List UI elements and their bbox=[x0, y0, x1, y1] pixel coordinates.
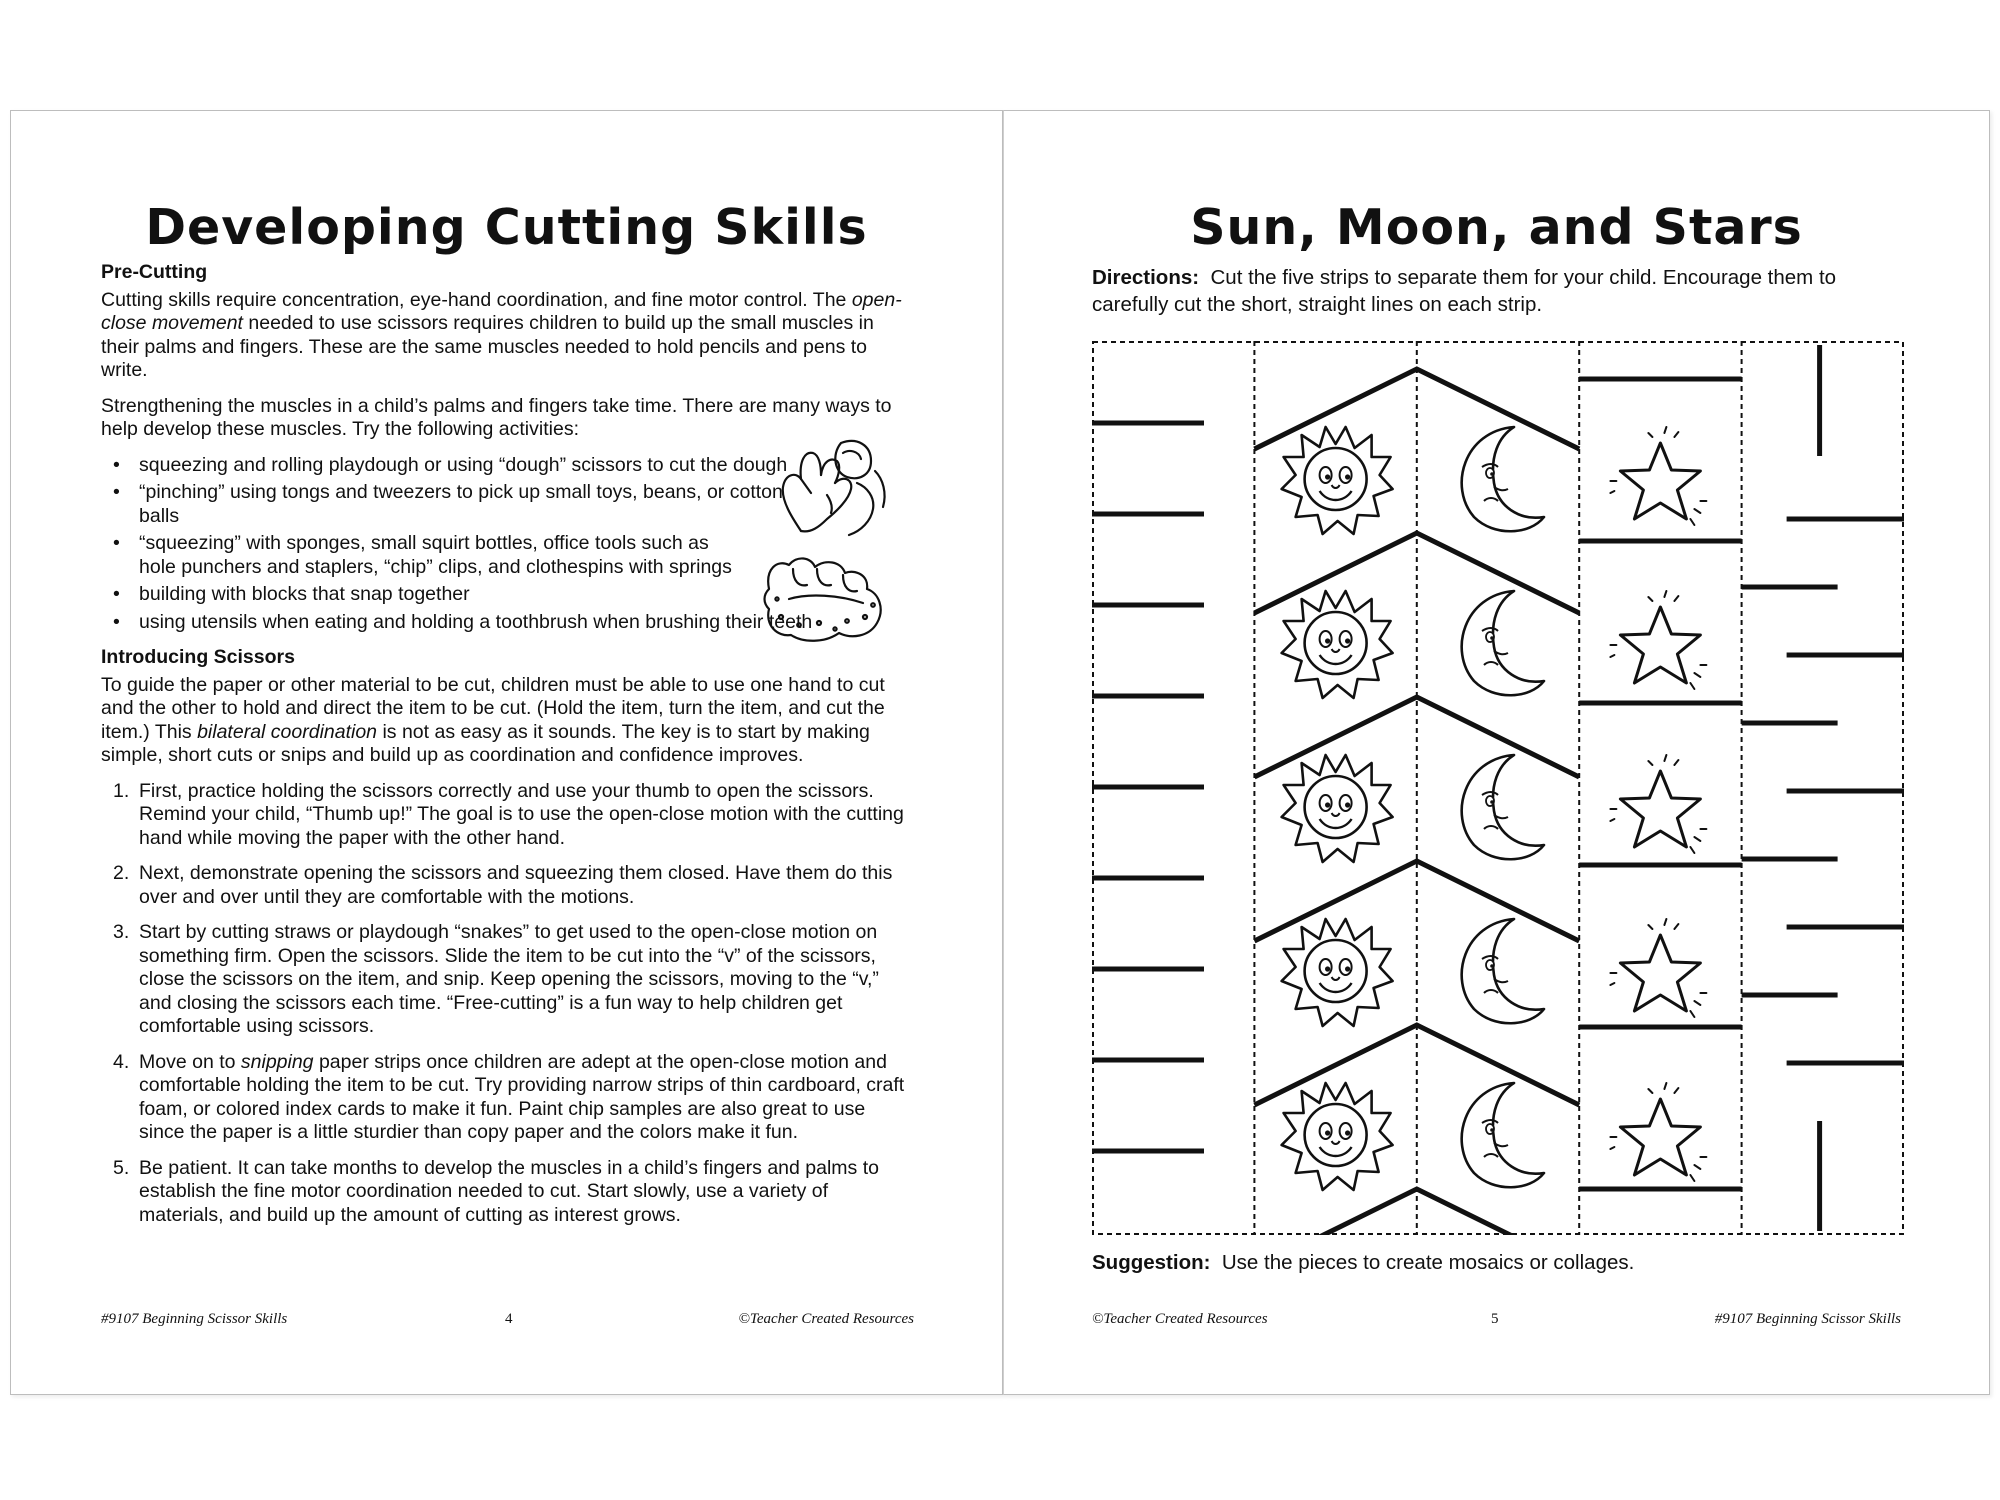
step-text: Next, demonstrate opening the scissors and squeezing them closed. Have them do this over and over until they are comfortable with the motions. bbox=[139, 862, 893, 908]
footer-page-number: 4 bbox=[505, 1311, 513, 1327]
list-item: • squeezing and rolling playdough or using “dough” scissors to cut the dough bbox=[139, 454, 789, 478]
step-number: 4. bbox=[113, 1050, 130, 1073]
paragraph-3-text-b: is not as easy as it sounds. The key is to start by making simple, short cuts or snips and build up as coordination and confidence improves. bbox=[101, 720, 870, 766]
steps-list bbox=[101, 780, 916, 1228]
list-item bbox=[113, 921, 916, 1039]
chevron-cut-line bbox=[1254, 1189, 1579, 1235]
paragraph-1-emphasis: open-close movement bbox=[101, 288, 902, 334]
hands-kneading-dough-icon bbox=[771, 431, 891, 541]
page-title: Developing Cutting Skills bbox=[145, 199, 868, 256]
moon-icon bbox=[1462, 919, 1544, 1023]
precutting-heading: Pre-Cutting bbox=[101, 261, 208, 283]
moon-icon bbox=[1462, 1083, 1544, 1187]
step-emphasis: snipping bbox=[240, 1050, 314, 1073]
star-icon bbox=[1610, 755, 1706, 853]
paragraph-1-text-a: Cutting skills require concentration, eye-hand coordination, and fine motor control. The bbox=[101, 288, 852, 311]
introducing-scissors-heading: Introducing Scissors bbox=[101, 646, 295, 668]
suggestion-label: Suggestion: bbox=[1092, 1251, 1211, 1274]
paragraph-1 bbox=[101, 289, 916, 383]
star-icon bbox=[1610, 591, 1706, 689]
paragraph-2: Strengthening the muscles in a child’s palms and fingers take time. There are many ways to help develop these muscles. Try the following activities: bbox=[101, 394, 892, 440]
step-text: Move on to bbox=[139, 1050, 241, 1073]
moon-icon bbox=[1462, 591, 1544, 695]
hand-squeezing-sponge-icon bbox=[759, 539, 899, 649]
left-page bbox=[10, 110, 1003, 1395]
sun-icon bbox=[1282, 427, 1393, 534]
directions-text: Cut the five strips to separate them for your child. Encourage them to carefully cut the short, straight lines on each strip. bbox=[1092, 266, 1837, 316]
list-item: • building with blocks that snap together bbox=[139, 583, 916, 607]
right-page bbox=[1003, 110, 1990, 1395]
list-item bbox=[113, 1050, 916, 1145]
page-title: Sun, Moon, and Stars bbox=[1190, 199, 1803, 256]
sun-icon bbox=[1282, 919, 1393, 1026]
suggestion-text: Use the pieces to create mosaics or collages. bbox=[1221, 1251, 1635, 1274]
sun-icon bbox=[1282, 755, 1393, 862]
step-number: 3. bbox=[113, 921, 130, 943]
star-icon bbox=[1610, 427, 1706, 525]
paragraph-1-text-b: needed to use scissors requires children to build up the small muscles in their palms and fingers. These are the same muscles needed to hold pencils and pens to write. bbox=[101, 312, 874, 381]
directions-label: Directions: bbox=[1092, 266, 1200, 289]
list-item: • “pinching” using tongs and tweezers to pick up small toys, beans, or cotton balls bbox=[139, 481, 789, 528]
footer-book-title: #9107 Beginning Scissor Skills bbox=[1714, 1311, 1901, 1327]
paragraph-3 bbox=[101, 674, 916, 768]
paragraph-3-text-a: To guide the paper or other material to be cut, children must be able to use one hand to cut and the other to hold and direct the item to be cut. (Hold the item, turn the item, and cut the item.) This bbox=[101, 673, 885, 743]
star-icon bbox=[1610, 919, 1706, 1017]
paragraph-3-emphasis: bilateral coordination bbox=[197, 720, 378, 743]
worksheet-layer bbox=[1092, 341, 1904, 1235]
moon-icon bbox=[1462, 755, 1544, 859]
step-text: paper strips once children are adept at the open-close motion and comfortable holding the item to be cut. Try providing narrow strips of thin cardboard, craft foam, or colored index cards to make it fun. Paint chip samples are also great to use since the paper is a little sturdier than copy paper and the colors make it fun. bbox=[139, 1050, 905, 1143]
list-item bbox=[113, 779, 916, 851]
list-item: • using utensils when eating and holding a toothbrush when brushing their teeth bbox=[139, 611, 916, 635]
cutting-worksheet bbox=[1092, 341, 1904, 1235]
footer-publisher: ©Teacher Created Resources bbox=[1092, 1311, 1268, 1327]
directions bbox=[1092, 264, 1912, 318]
star-icon bbox=[1610, 1083, 1706, 1181]
list-item: • “squeezing” with sponges, small squirt bottles, office tools such as hole punchers and staplers, “chip” clips, and clothespins with springs bbox=[139, 532, 739, 579]
step-text: Be patient. It can take months to develop the muscles in a child’s fingers and palms to establish the fine motor coordination needed to cut. Start slowly, use a variety of materials, and build up the amount of cutting as interest grows. bbox=[139, 1156, 879, 1226]
step-text: Start by cutting straws or playdough “snakes” to get used to the open-close motion on something firm. Open the scissors. Slide the item to be cut into the “v” of the scissors, close the scissors on the item, and snip. Keep opening the scissors, moving to the “v,” and closing the scissors each time. “Free-cutting” is a fun way to help children get comfortable using scissors. bbox=[139, 921, 879, 1037]
step-number: 1. bbox=[113, 779, 130, 802]
moon-icon bbox=[1462, 427, 1544, 531]
step-number: 5. bbox=[113, 1156, 130, 1179]
step-number: 2. bbox=[113, 862, 130, 884]
footer-book-title: #9107 Beginning Scissor Skills bbox=[101, 1311, 288, 1327]
suggestion bbox=[1092, 1251, 1634, 1275]
sun-icon bbox=[1282, 591, 1393, 698]
list-item bbox=[113, 1156, 916, 1228]
sun-icon bbox=[1282, 1083, 1393, 1190]
list-item bbox=[113, 862, 916, 909]
footer-page-number: 5 bbox=[1491, 1311, 1499, 1327]
step-text: First, practice holding the scissors correctly and use your thumb to open the scissors. Remind your child, “Thumb up!” The goal is to use the open-close motion with the cutting hand while moving the paper with the other hand. bbox=[139, 779, 904, 849]
left-page-body bbox=[101, 261, 916, 1239]
footer-publisher: ©Teacher Created Resources bbox=[738, 1311, 914, 1327]
